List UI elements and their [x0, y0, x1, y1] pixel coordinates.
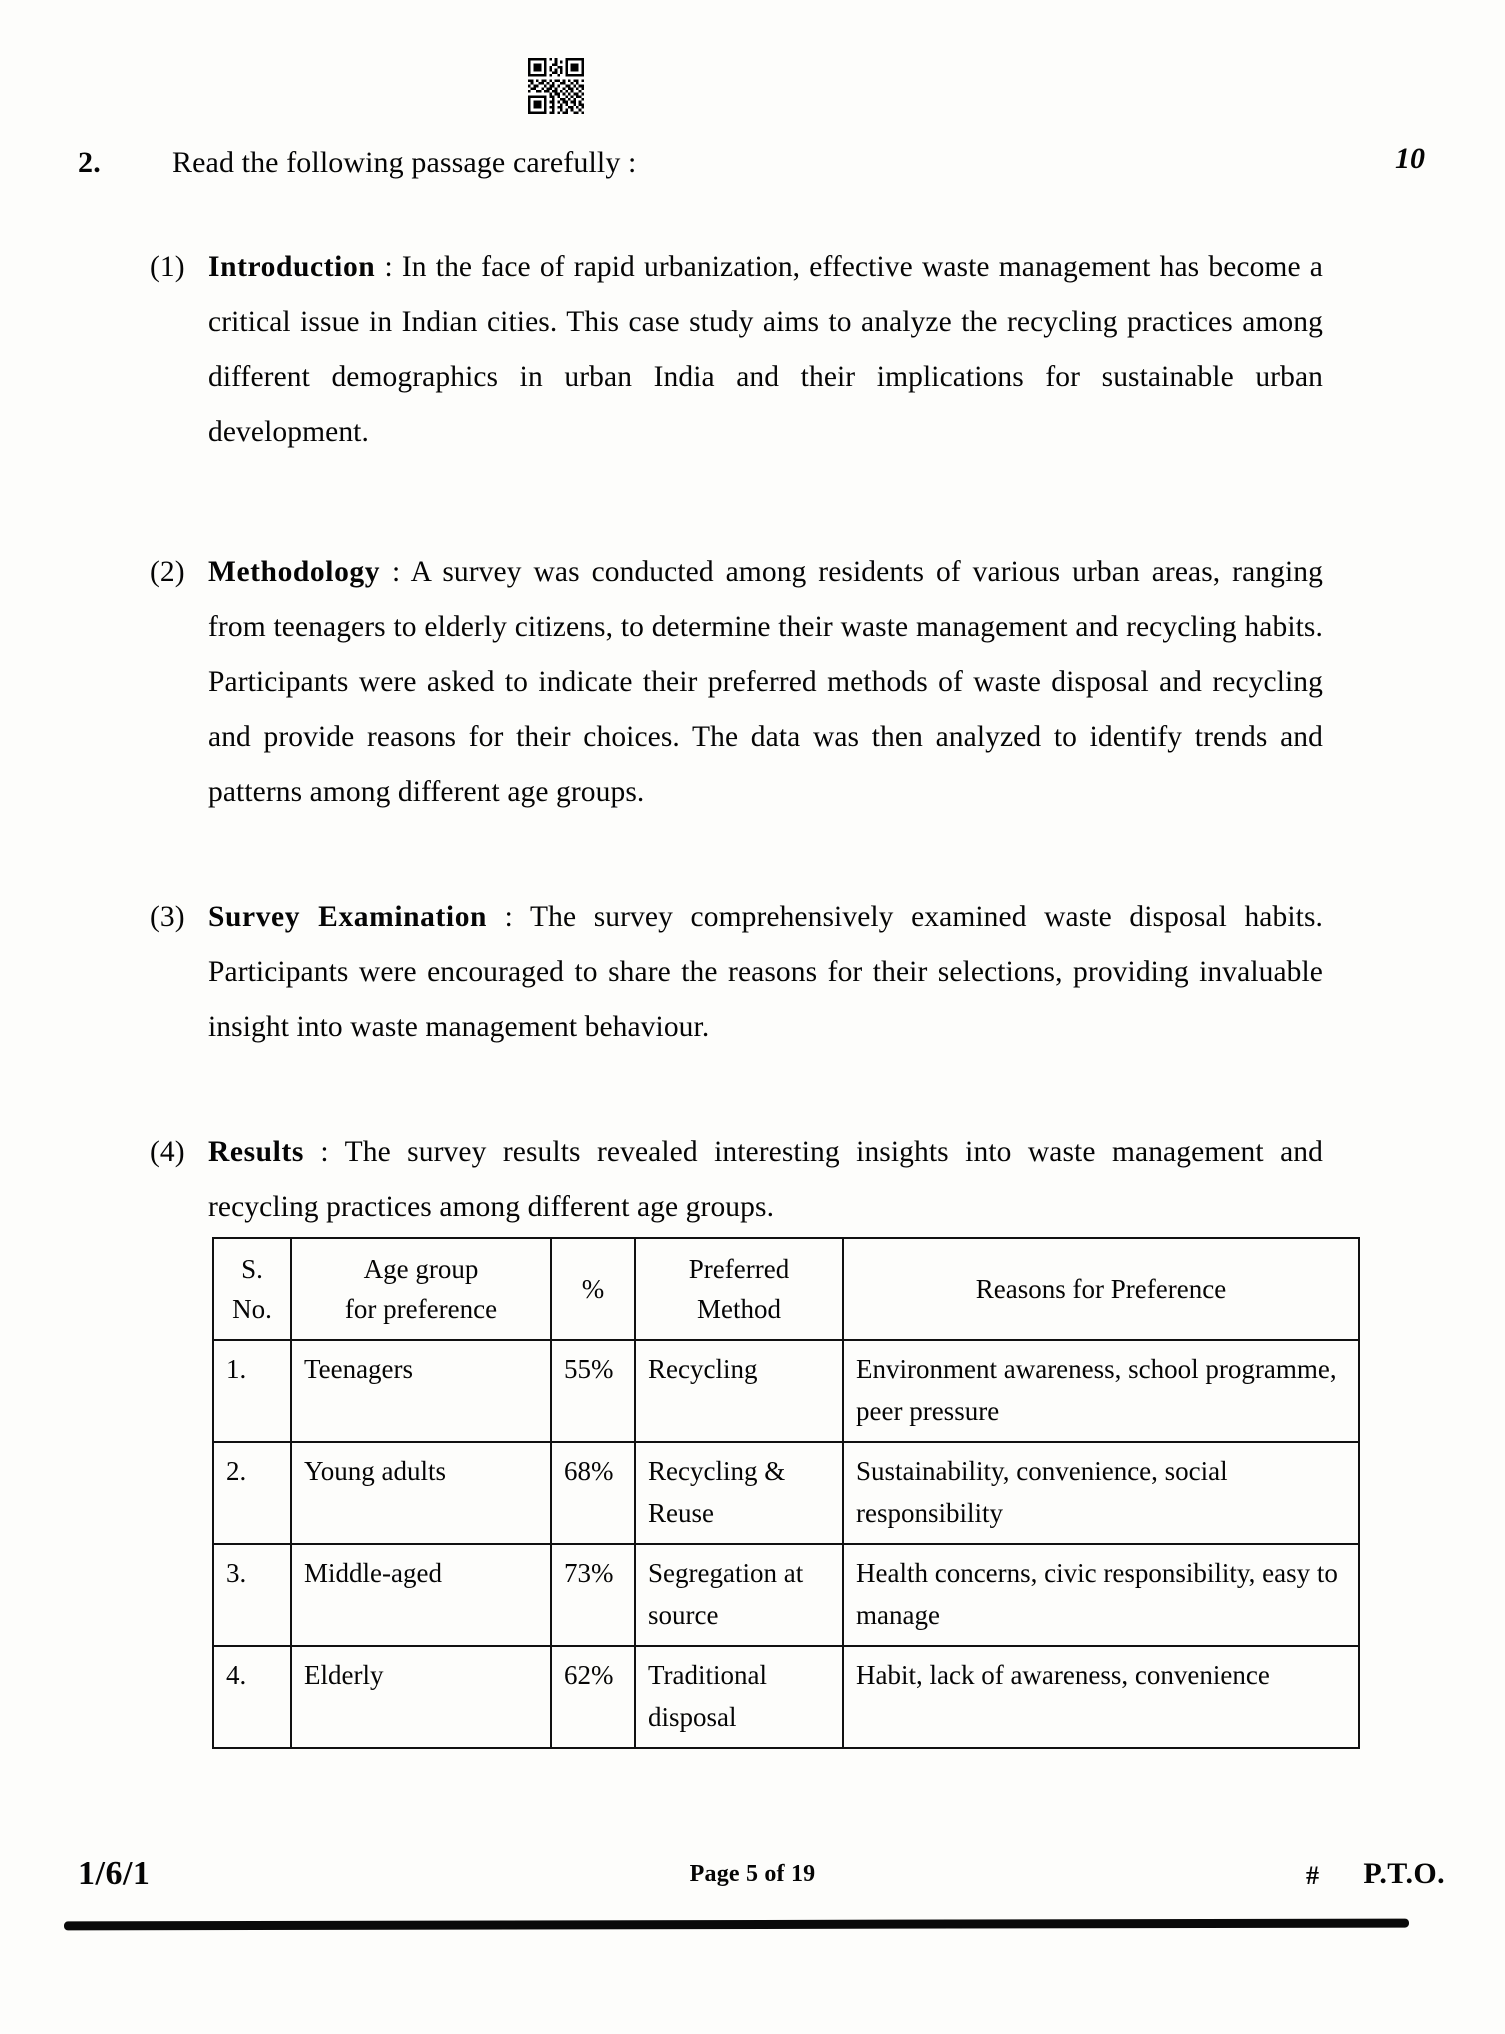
passage-text — [208, 545, 1323, 820]
passage-separator: : — [375, 251, 402, 283]
passage-separator: : — [303, 1136, 345, 1168]
cell-percentage: 73% — [551, 1544, 635, 1646]
header-line-1: Age group — [363, 1254, 479, 1284]
passage-marker: (3) — [150, 901, 185, 933]
marks-allotted: 10 — [1395, 142, 1425, 175]
passage-separator: : — [487, 901, 530, 933]
page-number-label: Page 5 of 19 — [689, 1861, 816, 1887]
cell-preferred-method: Traditional disposal — [635, 1646, 843, 1748]
passage-lead: Results — [208, 1136, 304, 1168]
cell-serial-number: 4. — [213, 1646, 291, 1748]
header-line-1: S. — [241, 1254, 263, 1284]
passage-marker: (2) — [150, 556, 185, 588]
header-line-1: Preferred — [688, 1254, 790, 1284]
header-line-2: for preference — [344, 1294, 498, 1324]
passage-text — [208, 890, 1323, 1055]
cell-reasons: Sustainability, convenience, social responsibility — [843, 1442, 1359, 1544]
passage-item-results — [150, 1125, 1323, 1235]
column-header-reasons: Reasons for Preference — [843, 1238, 1359, 1340]
qr-code-icon — [528, 58, 584, 114]
table-row — [213, 1544, 1359, 1646]
passage-item-introduction — [150, 240, 1323, 460]
passage-separator: : — [380, 556, 411, 588]
passage-lead: Methodology — [208, 556, 381, 588]
cell-reasons: Habit, lack of awareness, convenience — [843, 1646, 1359, 1748]
passage-item-methodology — [150, 545, 1323, 820]
passage-marker: (4) — [150, 1136, 185, 1168]
cell-percentage: 68% — [551, 1442, 635, 1544]
passage-marker: (1) — [150, 251, 185, 283]
page-footer — [0, 1855, 1505, 1915]
table-row — [213, 1646, 1359, 1748]
cell-preferred-method: Recycling — [635, 1340, 843, 1442]
cell-serial-number: 3. — [213, 1544, 291, 1646]
cell-age-group: Elderly — [291, 1646, 551, 1748]
passage-body: The survey results revealed interesting insights into waste management and recycling practices among different age groups. — [208, 1136, 1323, 1223]
question-number: 2. — [78, 146, 101, 179]
passage-body: In the face of rapid urbanization, effective waste management has become a critical issue in Indian cities. This case study aims to analyze the recycling practices among different demographics in urban India and their implications for sustainable urban development. — [208, 251, 1323, 448]
passage-text — [208, 240, 1323, 460]
cell-serial-number: 2. — [213, 1442, 291, 1544]
footer-rule — [64, 1919, 1409, 1931]
cell-age-group: Teenagers — [291, 1340, 551, 1442]
cell-percentage: 55% — [551, 1340, 635, 1442]
table-row — [213, 1340, 1359, 1442]
results-table — [212, 1237, 1360, 1749]
cell-reasons: Environment awareness, school programme, peer pressure — [843, 1340, 1359, 1442]
results-table-wrapper — [212, 1237, 1360, 1749]
passage-body: The survey comprehensively examined waste disposal habits. Participants were encouraged to share the reasons for their selections, providing invaluable insight into waste management behaviour. — [208, 901, 1323, 1043]
cell-preferred-method: Segregation at source — [635, 1544, 843, 1646]
table-row — [213, 1442, 1359, 1544]
question-header — [0, 142, 1505, 192]
pto-label: P.T.O. — [1363, 1857, 1445, 1890]
column-header-serial-number — [213, 1238, 291, 1340]
column-header-preferred-method — [635, 1238, 843, 1340]
passage-item-survey-examination — [150, 890, 1323, 1055]
column-header-percentage: % — [551, 1238, 635, 1340]
cell-serial-number: 1. — [213, 1340, 291, 1442]
paper-code: 1/6/1 — [78, 1855, 151, 1892]
passage-body: A survey was conducted among residents of various urban areas, ranging from teenagers to elderly citizens, to determine their waste management and recycling habits. Participants were asked to indicate their preferred methods of waste disposal and recycling and provide reasons for their choices. The data was then analyzed to identify trends and patterns among different age groups. — [208, 556, 1323, 808]
passage-text — [208, 1125, 1323, 1235]
cell-age-group: Middle-aged — [291, 1544, 551, 1646]
passage-lead: Survey Examination — [208, 901, 488, 933]
cell-percentage: 62% — [551, 1646, 635, 1748]
column-header-age-group — [291, 1238, 551, 1340]
cell-preferred-method: Recycling & Reuse — [635, 1442, 843, 1544]
cell-reasons: Health concerns, civic responsibility, easy to manage — [843, 1544, 1359, 1646]
header-line-2: Method — [697, 1294, 781, 1324]
hash-symbol: # — [1306, 1861, 1319, 1890]
question-instruction: Read the following passage carefully : — [172, 146, 637, 179]
table-header-row — [213, 1238, 1359, 1340]
passage-lead: Introduction — [208, 251, 376, 283]
header-line-2: No. — [232, 1294, 272, 1324]
cell-age-group: Young adults — [291, 1442, 551, 1544]
